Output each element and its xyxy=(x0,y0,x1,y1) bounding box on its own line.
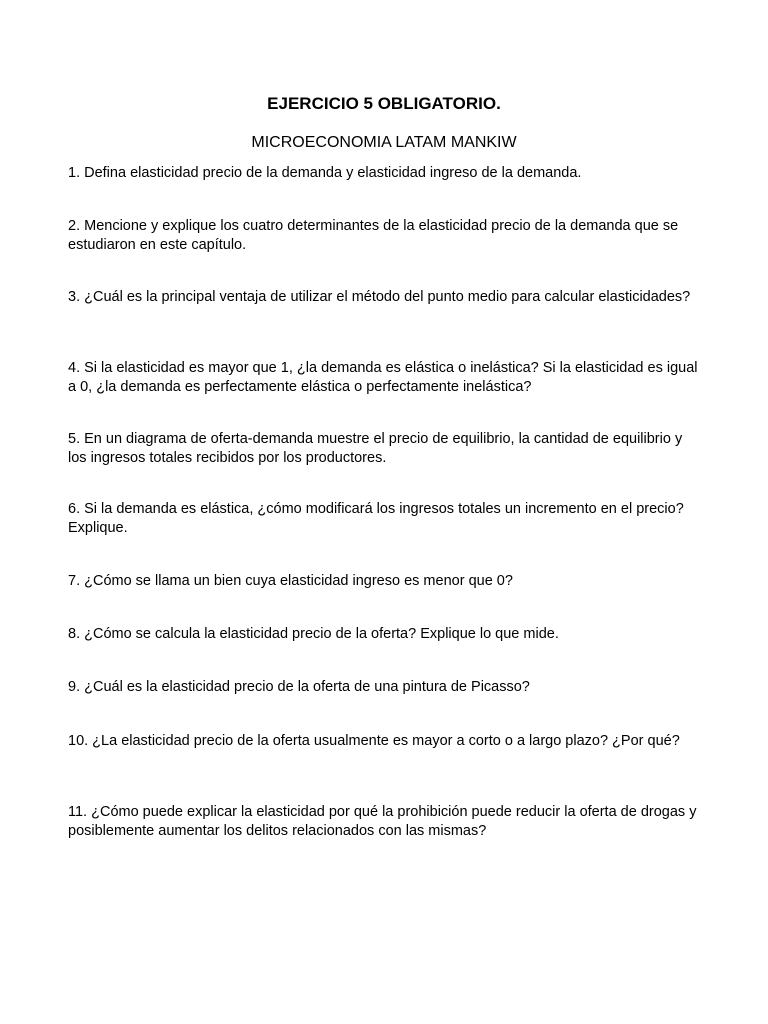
question-8: 8. ¿Cómo se calcula la elasticidad precio de la oferta? Explique lo que mide. xyxy=(68,626,559,642)
question-3: 3. ¿Cuál es la principal ventaja de utilizar el método del punto medio para calcular elasticidades? xyxy=(68,289,691,305)
question-1: 1. Defina elasticidad precio de la demanda y elasticidad ingreso de la demanda. xyxy=(68,165,582,181)
page-title: EJERCICIO 5 OBLIGATORIO. xyxy=(267,94,501,113)
question-7: 7. ¿Cómo se llama un bien cuya elasticidad ingreso es menor que 0? xyxy=(68,573,513,589)
question-10: 10. ¿La elasticidad precio de la oferta usualmente es mayor a corto o a largo plazo? ¿Por qué? xyxy=(68,733,680,749)
page-subtitle: MICROECONOMIA LATAM MANKIW xyxy=(251,134,517,151)
question-4: 4. Si la elasticidad es mayor que 1, ¿la demanda es elástica o inelástica? Si la elasticidad es igual a 0, ¿la demanda es perfectamente elástica o perfectamente inelástica? xyxy=(68,360,698,395)
question-9: 9. ¿Cuál es la elasticidad precio de la oferta de una pintura de Picasso? xyxy=(68,679,530,695)
question-11: 11. ¿Cómo puede explicar la elasticidad por qué la prohibición puede reducir la oferta de drogas y posiblemente aumentar los delitos relacionados con las mismas? xyxy=(68,804,697,839)
question-6: 6. Si la demanda es elástica, ¿cómo modificará los ingresos totales un incremento en el precio? Explique. xyxy=(68,501,684,536)
question-2: 2. Mencione y explique los cuatro determinantes de la elasticidad precio de la demanda que se estudiaron en este capítulo. xyxy=(68,218,679,253)
question-5: 5. En un diagrama de oferta-demanda muestre el precio de equilibrio, la cantidad de equilibrio y los ingresos totales recibidos por los productores. xyxy=(68,431,683,466)
